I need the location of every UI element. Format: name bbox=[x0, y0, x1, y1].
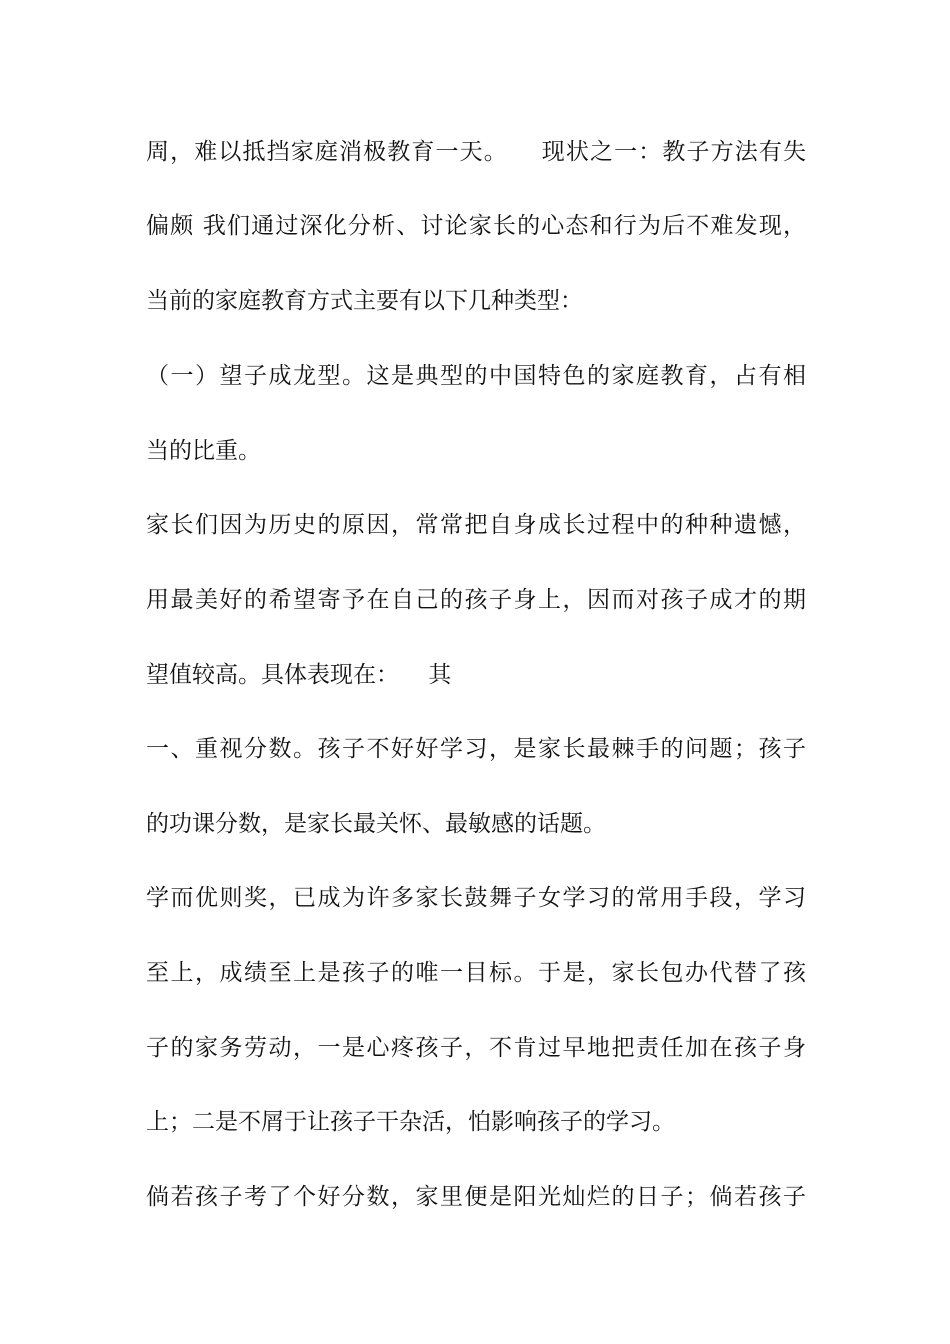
text-line: 家长们因为历史的原因，常常把自身成长过程中的种种遗憾， bbox=[146, 512, 806, 538]
text-line: 一、重视分数。孩子不好好学习，是家长最棘手的问题；孩子 bbox=[146, 736, 806, 762]
text-line: 周，难以抵挡家庭消极教育一天。 现状之一：教子方法有失 bbox=[146, 139, 806, 165]
text-line: 子的家务劳动，一是心疼孩子，不肯过早地把责任加在孩子身 bbox=[146, 1035, 806, 1061]
text-line: 当的比重。 bbox=[146, 438, 261, 464]
text-line: 倘若孩子考了个好分数，家里便是阳光灿烂的日子；倘若孩子 bbox=[146, 1184, 806, 1210]
text-line: 偏颇 我们通过深化分析、讨论家长的心态和行为后不难发现， bbox=[146, 213, 806, 239]
text-line: 上；二是不屑于让孩子干杂活，怕影响孩子的学习。 bbox=[146, 1109, 675, 1135]
text-line: 的功课分数，是家长最关怀、最敏感的话题。 bbox=[146, 811, 606, 837]
text-line: 当前的家庭教育方式主要有以下几种类型： bbox=[146, 288, 583, 314]
text-line: 至上，成绩至上是孩子的唯一目标。于是，家长包办代替了孩 bbox=[146, 960, 806, 986]
text-line: 学而优则奖，已成为许多家长鼓舞子女学习的常用手段，学习 bbox=[146, 885, 806, 911]
text-line: 用最美好的希望寄予在自己的孩子身上，因而对孩子成才的期 bbox=[146, 587, 806, 613]
text-line: 望值较高。具体表现在： 其 bbox=[146, 662, 452, 688]
text-line: （一）望子成龙型。这是典型的中国特色的家庭教育，占有相 bbox=[146, 363, 806, 389]
